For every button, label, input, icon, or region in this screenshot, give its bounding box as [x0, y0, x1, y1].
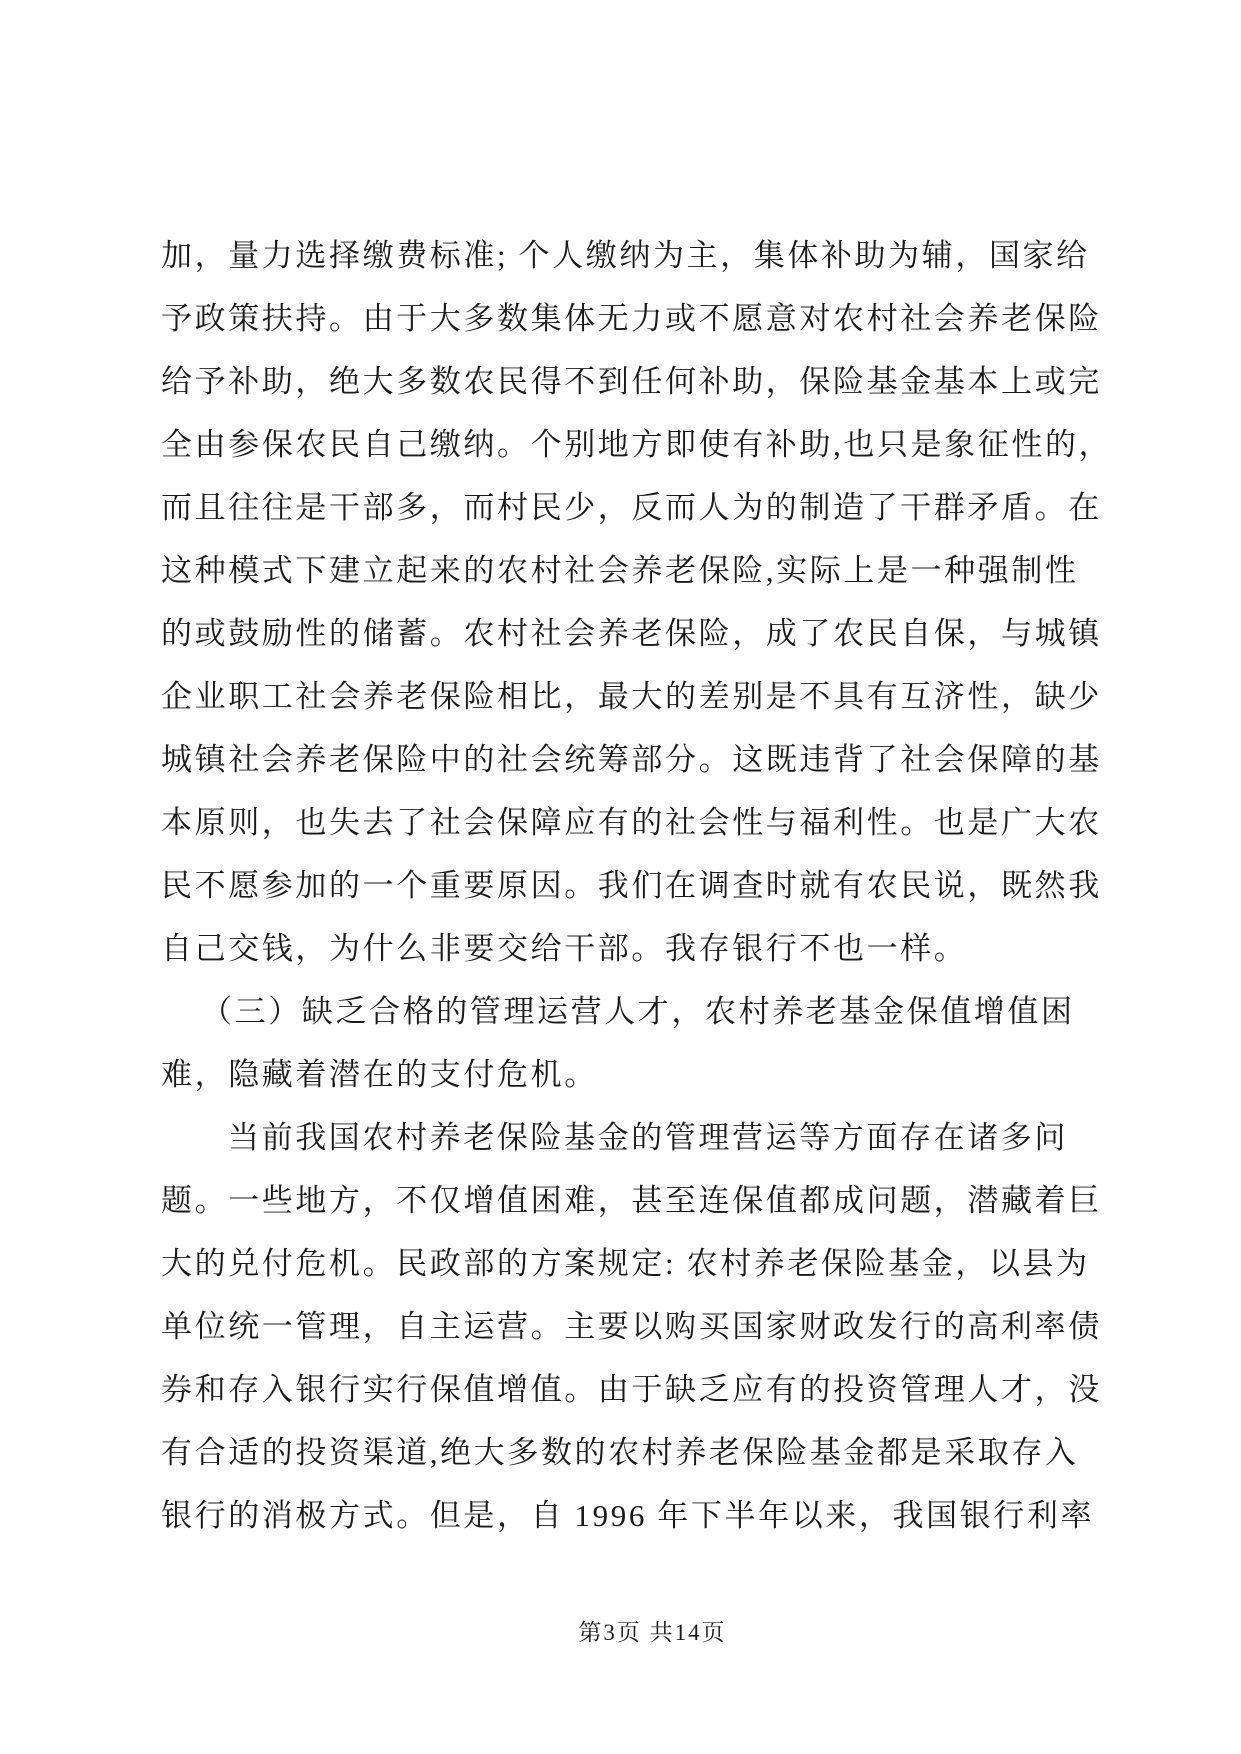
- text-line: 当前我国农村养老保险基金的管理营运等方面存在诸多问: [228, 1120, 1068, 1155]
- page-number-label: 第3页 共14页: [578, 1620, 727, 1645]
- text-line: 的或鼓励性的储蓄。农村社会养老保险，成了农民自保，与城镇: [161, 616, 1102, 651]
- document-body: [161, 224, 1113, 1547]
- text-line: （三）缺乏合格的管理运营人才，农村养老基金保值增值困: [201, 994, 1075, 1029]
- text-line: 企业职工社会养老保险相比，最大的差别是不具有互济性，缺少: [161, 679, 1102, 714]
- text-line: 难，隐藏着潜在的支付危机。: [161, 1057, 598, 1092]
- text-line: 题。一些地方，不仅增值困难，甚至连保值都成问题，潜藏着巨: [161, 1183, 1102, 1218]
- text-line: 本原则，也失去了社会保障应有的社会性与福利性。也是广大农: [161, 805, 1102, 840]
- text-line: 给予补助，绝大多数农民得不到任何补助，保险基金基本上或完: [161, 364, 1102, 399]
- text-line: 城镇社会养老保险中的社会统筹部分。这既违背了社会保障的基: [161, 742, 1102, 777]
- text-line: 券和存入银行实行保值增值。由于缺乏应有的投资管理人才，没: [161, 1372, 1102, 1407]
- text-line: 单位统一管理，自主运营。主要以购买国家财政发行的高利率债: [161, 1309, 1102, 1344]
- page-footer: [0, 1618, 1241, 1648]
- text-line: 民不愿参加的一个重要原因。我们在调查时就有农民说，既然我: [161, 868, 1102, 903]
- text-line: 予政策扶持。由于大多数集体无力或不愿意对农村社会养老保险: [161, 301, 1102, 336]
- text-line: 全由参保农民自己缴纳。个别地方即使有补助,也只是象征性的，: [161, 427, 1113, 462]
- text-line: 自己交钱，为什么非要交给干部。我存银行不也一样。: [161, 931, 968, 966]
- text-line: 有合适的投资渠道,绝大多数的农村养老保险基金都是采取存入: [161, 1435, 1079, 1470]
- text-line: 加，量力选择缴费标准; 个人缴纳为主，集体补助为辅，国家给: [161, 238, 1090, 273]
- text-line: 大的兑付危机。民政部的方案规定: 农村养老保险基金，以县为: [161, 1246, 1090, 1281]
- text-line: 银行的消极方式。但是，自 1996 年下半年以来，我国银行利率: [161, 1498, 1095, 1533]
- text-line: 这种模式下建立起来的农村社会养老保险,实际上是一种强制性: [161, 553, 1079, 588]
- text-line: 而且往往是干部多，而村民少，反而人为的制造了干群矛盾。在: [161, 490, 1102, 525]
